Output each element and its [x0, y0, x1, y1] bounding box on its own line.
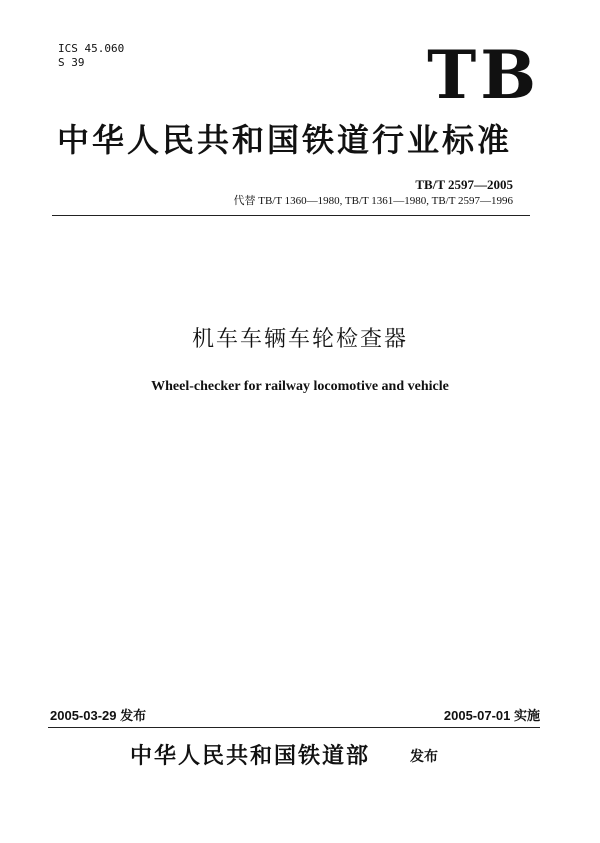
header-divider: [52, 215, 530, 216]
standard-number: TB/T 2597—2005: [415, 177, 513, 192]
standard-category-title: 中华人民共和国铁道行业标准: [57, 121, 513, 159]
ccs-code: S 39: [58, 56, 85, 69]
ics-code: ICS 45.060: [58, 42, 125, 55]
implementation-date: 2005-07-01 实施: [443, 708, 540, 723]
issuer-suffix: 发布: [410, 749, 438, 765]
footer-divider: [48, 727, 540, 728]
issue-date: 2005-03-29 发布: [50, 708, 147, 723]
tb-logo: TB: [427, 36, 540, 114]
replaces-note: 代替 TB/T 1360—1980, TB/T 1361—1980, TB/T 2597—1996: [233, 195, 513, 207]
document-title-english: Wheel-checker for railway locomotive and vehicle: [151, 379, 449, 394]
document-title-chinese: 机车车辆车轮检查器: [191, 327, 408, 352]
issuing-authority: 中华人民共和国铁道部: [130, 743, 371, 769]
